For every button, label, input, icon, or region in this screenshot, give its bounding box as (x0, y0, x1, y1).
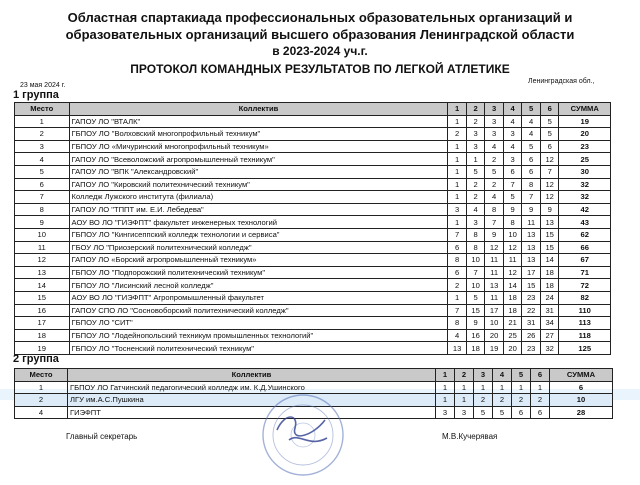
round-cell: 11 (503, 254, 522, 267)
column-header: 5 (522, 103, 541, 116)
round-cell: 7 (448, 304, 467, 317)
round-cell: 12 (540, 153, 559, 166)
sum-cell: 113 (559, 317, 611, 330)
team-name-cell: ГБОУ ЛО "Приозерский политехнический колледж" (69, 241, 448, 254)
round-cell: 6 (512, 406, 531, 419)
table-row (15, 216, 611, 229)
round-cell: 3 (485, 115, 504, 128)
sum-cell: 118 (559, 329, 611, 342)
sum-cell: 19 (559, 115, 611, 128)
round-cell: 6 (531, 406, 550, 419)
round-cell: 3 (466, 140, 485, 153)
round-cell: 2 (512, 394, 531, 407)
region: Ленинградская обл., (528, 78, 595, 85)
round-cell: 17 (522, 266, 541, 279)
round-cell: 8 (485, 203, 504, 216)
table-row (15, 329, 611, 342)
place-cell: 15 (15, 291, 70, 304)
round-cell: 5 (503, 191, 522, 204)
round-cell: 15 (540, 241, 559, 254)
table-row (15, 254, 611, 267)
round-cell: 5 (522, 140, 541, 153)
header-line-2: образовательных организаций высшего образования Ленинградской области (65, 27, 575, 42)
round-cell: 3 (485, 128, 504, 141)
place-cell: 10 (15, 228, 70, 241)
table-row (15, 342, 611, 355)
table-row (15, 228, 611, 241)
round-cell: 5 (493, 406, 512, 419)
round-cell: 8 (448, 254, 467, 267)
round-cell: 13 (540, 216, 559, 229)
table-row (15, 203, 611, 216)
place-cell: 1 (15, 115, 70, 128)
round-cell: 2 (493, 394, 512, 407)
group2-title: 2 группа (13, 353, 59, 365)
round-cell: 6 (448, 266, 467, 279)
place-cell: 1 (15, 381, 68, 394)
table-row (15, 266, 611, 279)
sum-cell: 25 (559, 153, 611, 166)
round-cell: 8 (466, 228, 485, 241)
round-cell: 1 (466, 153, 485, 166)
round-cell: 1 (455, 394, 474, 407)
round-cell: 1 (493, 381, 512, 394)
column-header: 4 (503, 103, 522, 116)
column-header: 3 (474, 369, 493, 382)
team-name-cell: ГАПОУ СПО ЛО "Сосновоборский политехнический колледж" (69, 304, 448, 317)
round-cell: 14 (540, 254, 559, 267)
round-cell: 7 (485, 216, 504, 229)
column-header: 3 (485, 103, 504, 116)
round-cell: 8 (466, 241, 485, 254)
column-header: Коллектив (68, 369, 436, 382)
round-cell: 11 (485, 291, 504, 304)
column-header: Место (15, 103, 70, 116)
table-row (15, 165, 611, 178)
round-cell: 5 (540, 128, 559, 141)
round-cell: 1 (436, 381, 455, 394)
round-cell: 18 (503, 304, 522, 317)
official-stamp-seal (255, 392, 351, 478)
secretary-label: Главный секретарь (66, 432, 138, 441)
round-cell: 5 (466, 291, 485, 304)
protocol-title: ПРОТОКОЛ КОМАНДНЫХ РЕЗУЛЬТАТОВ ПО ЛЕГКОЙ АТЛЕТИКЕ (130, 62, 510, 76)
place-cell: 18 (15, 329, 70, 342)
round-cell: 4 (503, 115, 522, 128)
round-cell: 9 (485, 228, 504, 241)
team-name-cell: ГАПОУ ЛО "Всеволожский агропромышленный техникум" (69, 153, 448, 166)
round-cell: 14 (503, 279, 522, 292)
round-cell: 18 (503, 291, 522, 304)
place-cell: 11 (15, 241, 70, 254)
table-row (15, 241, 611, 254)
round-cell: 13 (448, 342, 467, 355)
header-line-1: Областная спартакиада профессиональных образовательных организаций и (67, 10, 573, 25)
round-cell: 2 (485, 153, 504, 166)
team-name-cell: ГБПОУ ЛО "Волховский многопрофильный техникум" (69, 128, 448, 141)
team-name-cell: ГБПОУ ЛО "Лисинский лесной колледж" (69, 279, 448, 292)
sum-cell: 72 (559, 279, 611, 292)
round-cell: 6 (522, 153, 541, 166)
round-cell: 2 (485, 178, 504, 191)
table-row (15, 115, 611, 128)
sum-cell: 32 (559, 191, 611, 204)
table-row (15, 304, 611, 317)
place-cell: 16 (15, 304, 70, 317)
round-cell: 10 (466, 279, 485, 292)
column-header: 4 (493, 369, 512, 382)
team-name-cell: ГАПОУ ЛО "ТППТ им. Е.И. Лебедева" (69, 203, 448, 216)
round-cell: 18 (540, 279, 559, 292)
round-cell: 13 (522, 241, 541, 254)
table-row (15, 128, 611, 141)
round-cell: 5 (466, 165, 485, 178)
round-cell: 12 (503, 241, 522, 254)
round-cell: 4 (485, 191, 504, 204)
round-cell: 6 (522, 165, 541, 178)
column-header: 2 (466, 103, 485, 116)
round-cell: 23 (522, 291, 541, 304)
group1-table (14, 102, 611, 355)
round-cell: 18 (540, 266, 559, 279)
team-name-cell: ГАПОУ ЛО «Борский агропромышленный техникум» (69, 254, 448, 267)
secretary-name: М.В.Кучерявая (442, 432, 498, 441)
signature-stroke (277, 417, 327, 441)
round-cell: 5 (474, 406, 493, 419)
round-cell: 20 (485, 329, 504, 342)
round-cell: 17 (485, 304, 504, 317)
round-cell: 1 (448, 291, 467, 304)
column-header: Место (15, 369, 68, 382)
column-header: 6 (540, 103, 559, 116)
sum-cell: 71 (559, 266, 611, 279)
round-cell: 6 (540, 140, 559, 153)
sum-cell: 125 (559, 342, 611, 355)
place-cell: 13 (15, 266, 70, 279)
place-cell: 9 (15, 216, 70, 229)
round-cell: 1 (436, 394, 455, 407)
round-cell: 5 (540, 115, 559, 128)
round-cell: 31 (540, 304, 559, 317)
round-cell: 31 (522, 317, 541, 330)
table-row (15, 178, 611, 191)
column-header: 1 (448, 103, 467, 116)
team-name-cell: АОУ ВО ЛО "ГИЭФПТ" факультет инженерных технологий (69, 216, 448, 229)
column-header: СУММА (550, 369, 613, 382)
round-cell: 7 (448, 228, 467, 241)
round-cell: 6 (503, 165, 522, 178)
round-cell: 6 (448, 241, 467, 254)
round-cell: 3 (436, 406, 455, 419)
round-cell: 9 (466, 317, 485, 330)
round-cell: 12 (540, 178, 559, 191)
place-cell: 19 (15, 342, 70, 355)
round-cell: 3 (466, 128, 485, 141)
place-cell: 2 (15, 128, 70, 141)
round-cell: 13 (485, 279, 504, 292)
round-cell: 12 (503, 266, 522, 279)
round-cell: 3 (503, 153, 522, 166)
sum-cell: 62 (559, 228, 611, 241)
round-cell: 4 (466, 203, 485, 216)
round-cell: 2 (448, 279, 467, 292)
round-cell: 11 (485, 266, 504, 279)
round-cell: 1 (448, 191, 467, 204)
round-cell: 23 (522, 342, 541, 355)
sum-cell: 42 (559, 203, 611, 216)
sum-cell: 10 (550, 394, 613, 407)
table-row (15, 191, 611, 204)
sum-cell: 32 (559, 178, 611, 191)
round-cell: 5 (485, 165, 504, 178)
place-cell: 17 (15, 317, 70, 330)
round-cell: 2 (531, 394, 550, 407)
round-cell: 1 (448, 140, 467, 153)
round-cell: 9 (503, 203, 522, 216)
round-cell: 15 (466, 304, 485, 317)
place-cell: 4 (15, 406, 68, 419)
round-cell: 1 (448, 165, 467, 178)
round-cell: 9 (540, 203, 559, 216)
team-name-cell: ГАПОУ ЛО "ВПК "Александровский" (69, 165, 448, 178)
group1-header-row (15, 103, 611, 116)
column-header: 1 (436, 369, 455, 382)
round-cell: 9 (522, 203, 541, 216)
team-name-cell: ГБПОУ ЛО "Подпорожский политехнический техникум" (69, 266, 448, 279)
round-cell: 13 (522, 228, 541, 241)
round-cell: 7 (466, 266, 485, 279)
round-cell: 2 (466, 115, 485, 128)
column-header: Коллектив (69, 103, 448, 116)
round-cell: 21 (503, 317, 522, 330)
round-cell: 1 (448, 153, 467, 166)
team-name-cell: ГБПОУ ЛО "Кингисеппский колледж технологии и сервиса" (69, 228, 448, 241)
column-header: 5 (512, 369, 531, 382)
round-cell: 12 (485, 241, 504, 254)
sum-cell: 43 (559, 216, 611, 229)
round-cell: 7 (503, 178, 522, 191)
round-cell: 18 (466, 342, 485, 355)
sum-cell: 110 (559, 304, 611, 317)
round-cell: 26 (522, 329, 541, 342)
round-cell: 2 (466, 191, 485, 204)
sum-cell: 20 (559, 128, 611, 141)
table-row (15, 153, 611, 166)
round-cell: 7 (522, 191, 541, 204)
round-cell: 2 (448, 128, 467, 141)
round-cell: 12 (540, 191, 559, 204)
round-cell: 4 (522, 115, 541, 128)
round-cell: 1 (512, 381, 531, 394)
round-cell: 8 (503, 216, 522, 229)
table-row (15, 317, 611, 330)
column-header: 6 (531, 369, 550, 382)
sum-cell: 23 (559, 140, 611, 153)
round-cell: 10 (466, 254, 485, 267)
round-cell: 32 (540, 342, 559, 355)
place-cell: 14 (15, 279, 70, 292)
round-cell: 24 (540, 291, 559, 304)
round-cell: 34 (540, 317, 559, 330)
table-row (15, 279, 611, 292)
round-cell: 4 (522, 128, 541, 141)
group1-title: 1 группа (13, 89, 59, 101)
place-cell: 12 (15, 254, 70, 267)
sum-cell: 67 (559, 254, 611, 267)
team-name-cell: ГБПОУ ЛО Гатчинский педагогический колледж им. К.Д.Ушинского (68, 381, 436, 394)
place-cell: 6 (15, 178, 70, 191)
round-cell: 8 (522, 178, 541, 191)
team-name-cell: ГБПОУ ЛО "Лодейнопольский техникум промышленных технологий" (69, 329, 448, 342)
sum-cell: 66 (559, 241, 611, 254)
round-cell: 19 (485, 342, 504, 355)
team-name-cell: ГАПОУ ЛО "ВТАЛК" (69, 115, 448, 128)
place-cell: 4 (15, 153, 70, 166)
round-cell: 3 (503, 128, 522, 141)
round-cell: 3 (448, 203, 467, 216)
place-cell: 3 (15, 140, 70, 153)
round-cell: 8 (448, 317, 467, 330)
sum-cell: 82 (559, 291, 611, 304)
round-cell: 27 (540, 329, 559, 342)
round-cell: 11 (485, 254, 504, 267)
team-name-cell: ГБПОУ ЛО «Мичуринский многопрофильный техникум» (69, 140, 448, 153)
place-cell: 8 (15, 203, 70, 216)
place-cell: 7 (15, 191, 70, 204)
round-cell: 11 (522, 216, 541, 229)
table-row (15, 140, 611, 153)
sum-cell: 6 (550, 381, 613, 394)
header-line-3: в 2023-2024 уч.г. (272, 44, 368, 58)
round-cell: 20 (503, 342, 522, 355)
team-name-cell: ГБПОУ ЛО "СИТ" (69, 317, 448, 330)
team-name-cell: ГБПОУ ЛО "Тосненский политехнический техникум" (69, 342, 448, 355)
team-name-cell: Колледж Лужского института (филиала) (69, 191, 448, 204)
round-cell: 10 (485, 317, 504, 330)
round-cell: 3 (466, 216, 485, 229)
sum-cell: 28 (550, 406, 613, 419)
round-cell: 10 (503, 228, 522, 241)
place-cell: 5 (15, 165, 70, 178)
round-cell: 1 (531, 381, 550, 394)
table-row (15, 291, 611, 304)
round-cell: 2 (466, 178, 485, 191)
date: 23 мая 2024 г. (20, 82, 66, 89)
round-cell: 1 (448, 216, 467, 229)
round-cell: 25 (503, 329, 522, 342)
round-cell: 4 (448, 329, 467, 342)
round-cell: 3 (455, 406, 474, 419)
team-name-cell: АОУ ВО ЛО "ГИЭФПТ" Агропромышленный факультет (69, 291, 448, 304)
team-name-cell: ЛГУ им.А.С.Пушкина (68, 394, 436, 407)
round-cell: 4 (485, 140, 504, 153)
round-cell: 15 (540, 228, 559, 241)
sum-cell: 30 (559, 165, 611, 178)
team-name-cell: ГИЭФПТ (68, 406, 436, 419)
round-cell: 13 (522, 254, 541, 267)
round-cell: 22 (522, 304, 541, 317)
round-cell: 1 (455, 381, 474, 394)
round-cell: 1 (448, 178, 467, 191)
team-name-cell: ГАПОУ ЛО "Кировский политехнический техникум" (69, 178, 448, 191)
round-cell: 16 (466, 329, 485, 342)
round-cell: 7 (540, 165, 559, 178)
round-cell: 1 (474, 381, 493, 394)
column-header: СУММА (559, 103, 611, 116)
group2-header-row (15, 369, 613, 382)
round-cell: 4 (503, 140, 522, 153)
round-cell: 2 (474, 394, 493, 407)
place-cell: 2 (15, 394, 68, 407)
column-header: 2 (455, 369, 474, 382)
round-cell: 1 (448, 115, 467, 128)
round-cell: 15 (522, 279, 541, 292)
